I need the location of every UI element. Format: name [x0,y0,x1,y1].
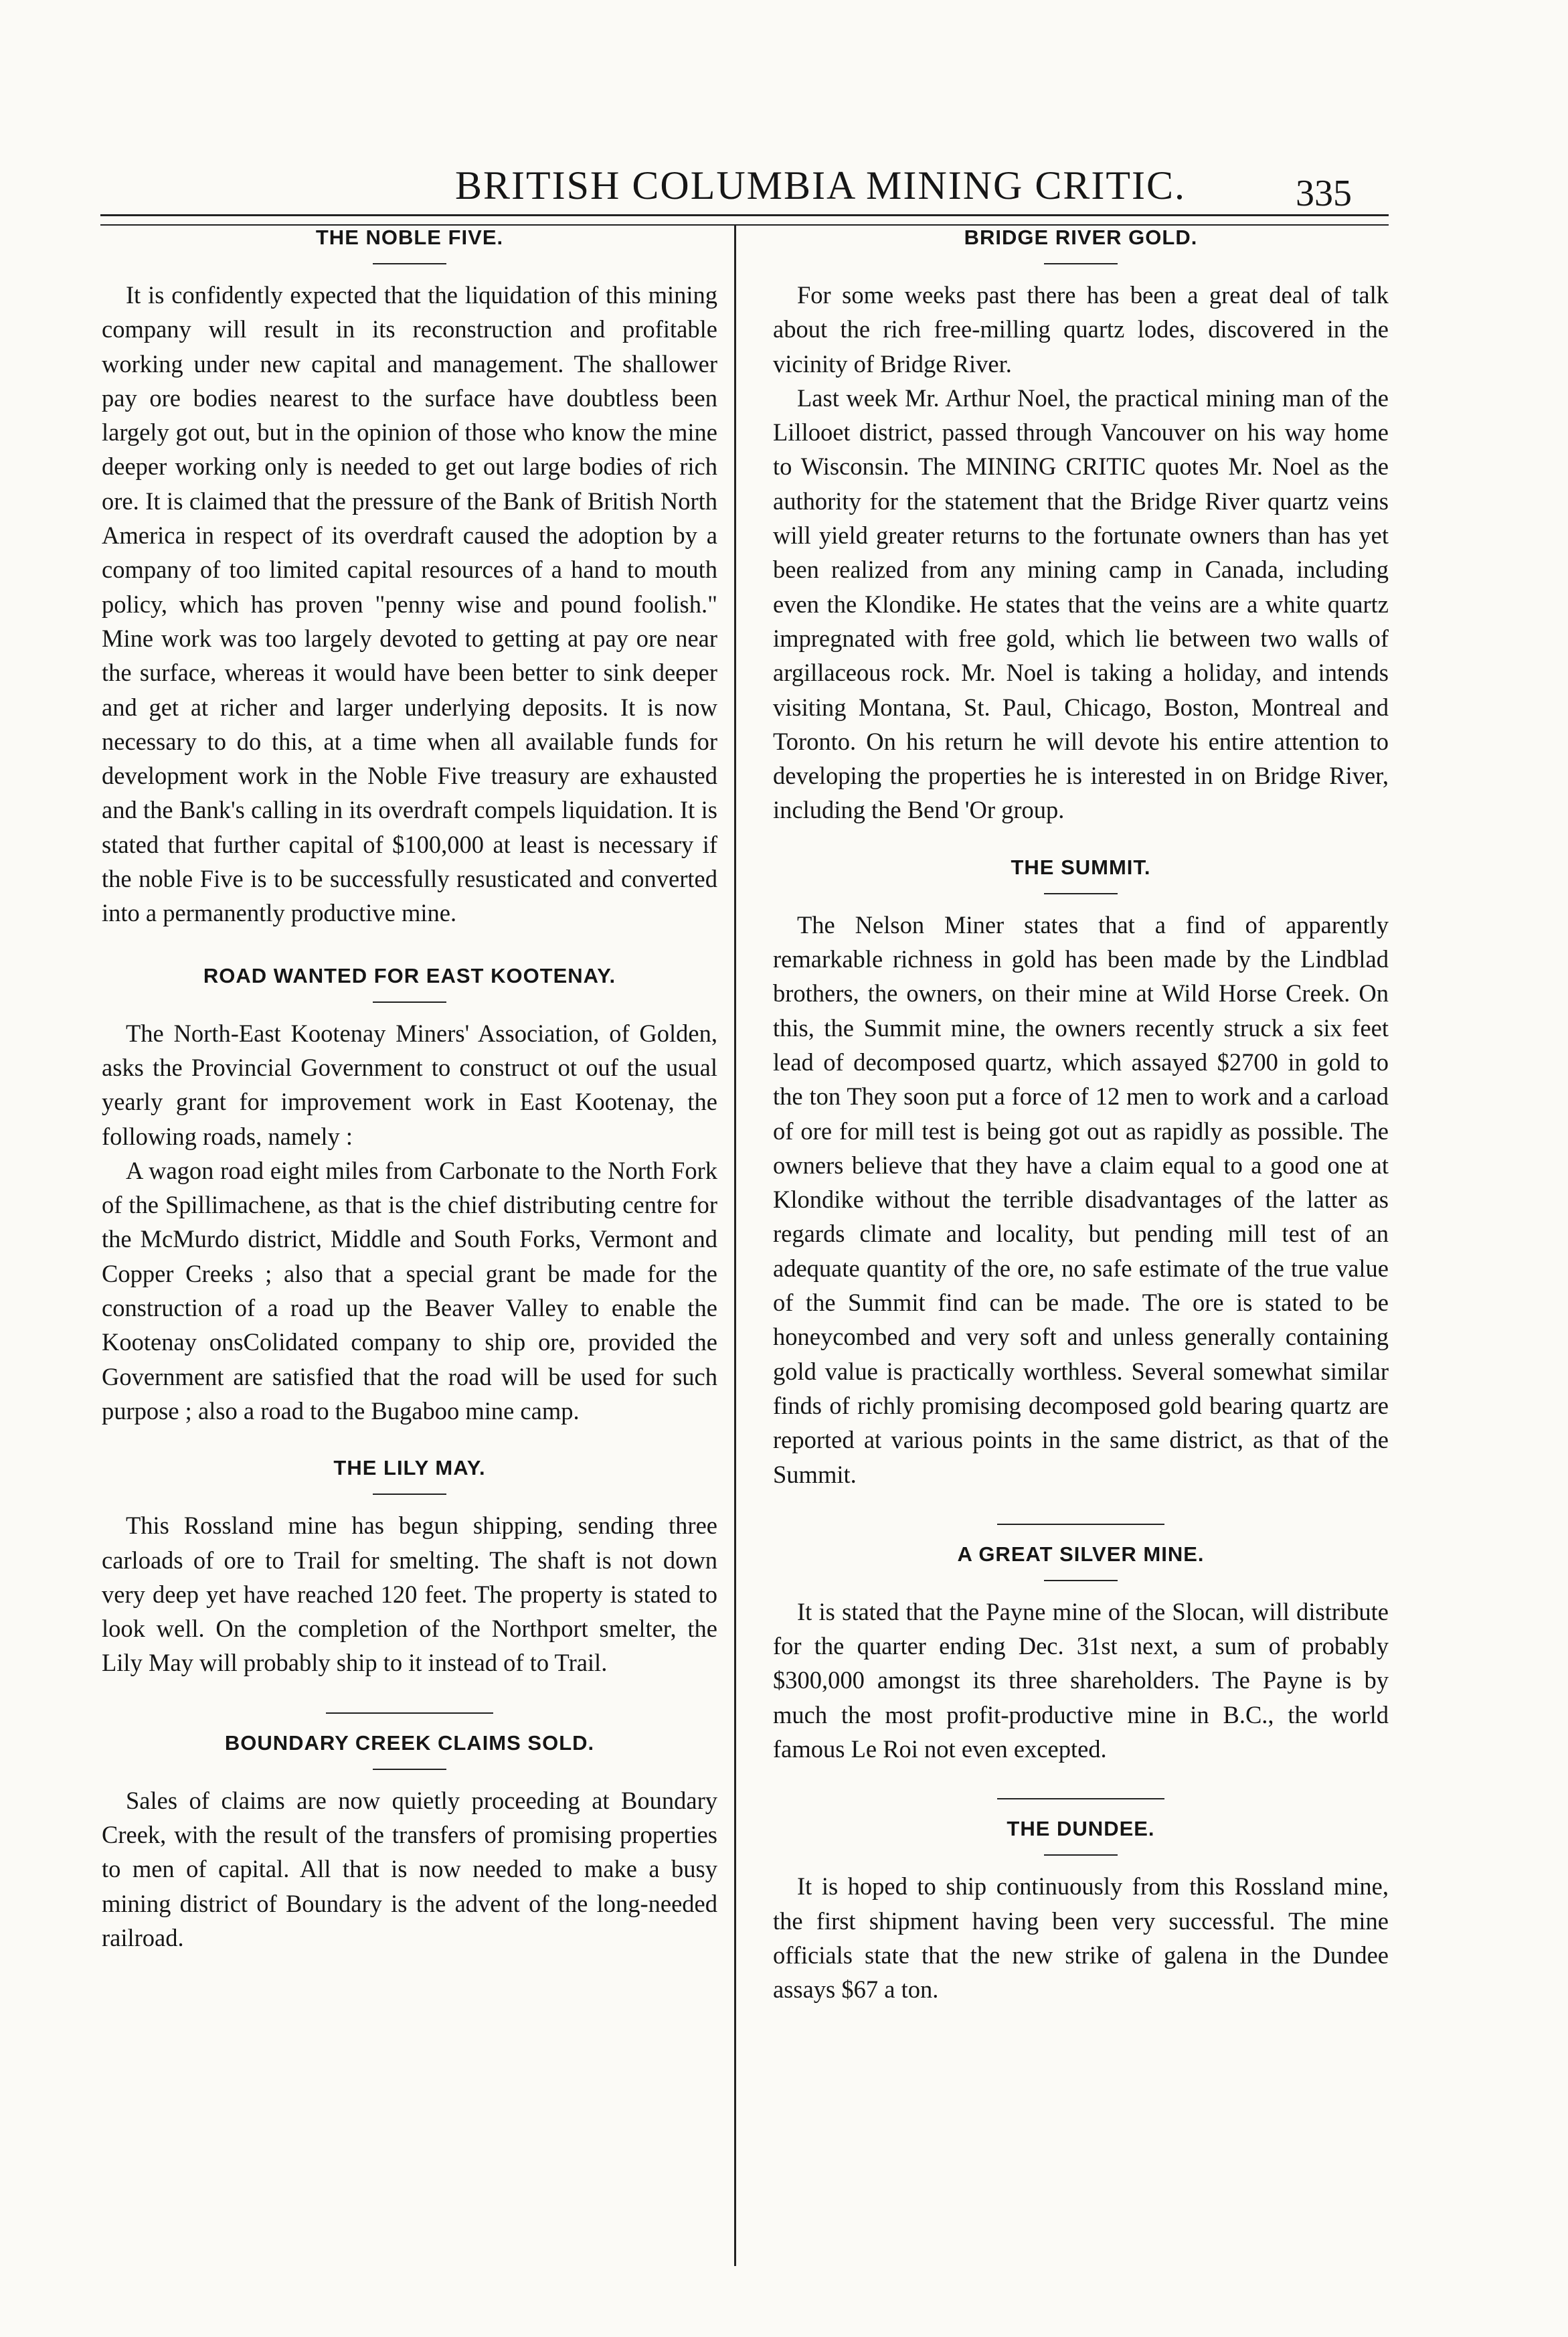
page-number: 335 [1296,173,1352,214]
running-head: BRITISH COLUMBIA MINING CRITIC. [455,163,1187,208]
headline-divider [1044,893,1118,894]
headline-divider [373,263,446,264]
headline-divider [373,1001,446,1003]
section-separator [997,1798,1164,1799]
headline: THE SUMMIT. [1011,855,1151,879]
section-separator [997,1524,1164,1525]
article-boundary-creek [102,1730,717,1955]
column-divider [734,224,736,2266]
paragraph: The North-East Kootenay Miners' Association, of Golden, asks the Provincial Government to construct ot ouf the usual yearly grant for improvement work in East Kootenay, the following roads, namely : [102,1019,717,1150]
headline-divider [1044,1580,1118,1581]
page-header [94,155,1399,216]
article-road-wanted [102,963,717,1429]
headline: THE DUNDEE. [1007,1817,1155,1841]
left-column [102,224,717,1955]
paragraph: Sales of claims are now quietly proceeding at Boundary Creek, with the result of the transfers of promising properties to men of capital. All that is now needed to make a busy mining district of Boundary is the advent of the long-needed railroad. [102,1786,717,1951]
headline-divider [1044,263,1118,264]
paragraph: This Rossland mine has begun shipping, sending three carloads of ore to Trail for smelting. The shaft is not down very deep yet have reached 120 feet. The property is stated to look well. On the completion of the Northport smelter, the Lily May will probably ship to it instead of to Trail. [102,1512,717,1677]
paragraph: It is confidently expected that the liquidation of this mining company will result in its reconstruction and profitable working under new capital and management. The shallower pay ore bodies nearest to the surface have doubtless been largely got out, but in the opinion of those who know the mine deeper working only is needed to get out large bodies of rich ore. It is claimed that the pressure of the Bank of British North America in respect of its overdraft caused the adoption by a company of too limited capital resources of a hand to mouth policy, which has proven "penny wise and pound foolish." Mine work was too largely devoted to getting at pay ore near the surface, whereas it would have been better to sink deeper and get at richer and larger underlying deposits. It is now necessary to do this, at a time when all available funds for development work in the Noble Five treasury are exhausted and the Bank's calling in its overdraft compels liquidation. It is stated that further capital of $100,000 at least is necessary if the noble Five is to be successfully resusticated and converted into a permanently productive mine. [102,281,717,927]
article-summit [773,854,1389,1492]
paragraph: A wagon road eight miles from Carbonate to the North Fork of the Spillimachene, as that is the chief distributing centre for the McMurdo district, Middle and South Forks, Vermont and Copper Creeks ; also that a special grant be made for the construction of a road up the Beaver Valley to enable the Kootenay onsColidated company to ship ore, provided the Government are satisfied that the road will be used for such purpose ; also a road to the Bugaboo mine camp. [102,1156,717,1425]
headline: A GREAT SILVER MINE. [957,1542,1205,1566]
headline-divider [1044,1854,1118,1856]
right-column [773,224,1389,2006]
headline: BOUNDARY CREEK CLAIMS SOLD. [224,1730,595,1755]
paragraph: The Nelson Miner states that a find of apparently remarkable richness in gold has been made by the Lindblad brothers, the owners, on their mine at Wild Horse Creek. On this, the Summit mine, the owners recently struck a six feet lead of decomposed quartz, which assayed $2700 in gold to the ton They soon put a force of 12 men to work and a carload of ore for mill test is being got out as rapidly as possible. The owners believe that they have a claim equal to a good one at Klondike without the terrible disadvantages of the latter as regards climate and locality, but pending mill test of an adequate quantity of the ore, no safe estimate of the true value of the Summit find can be made. The ore is stated to be honeycombed and very soft and unless generally containing gold value is practically worthless. Several somewhat similar finds of richly promising decomposed gold bearing quartz are reported at various points in the same district, as that of the Summit. [773,910,1389,1488]
paragraph: It is stated that the Payne mine of the Slocan, will distribute for the quarter ending Dec. 31st next, a sum of probably $300,000 amongst its three shareholders. The Payne is by much the most profit-productive mine in B.C., the world famous Le Roi not even excepted. [773,1597,1389,1763]
headline-divider [373,1494,446,1495]
paragraph: For some weeks past there has been a great deal of talk about the rich free-milling quartz lodes, discovered in the vicinity of Bridge River. [773,281,1389,378]
paragraph: Last week Mr. Arthur Noel, the practical mining man of the Lillooet district, passed through Vancouver on his way home to Wisconsin. The MINING CRITIC quotes Mr. Noel as the authority for the statement that the Bridge River quartz veins will yield greater returns to the fortunate owners than has yet been realized from any mining camp in Canada, including even the Klondike. He states that the veins are a white quartz impregnated with free gold, which lie between two walls of argillaceous rock. Mr. Noel is taking a holiday, and intends visiting Montana, St. Paul, Chicago, Boston, Montreal and Toronto. On his return he will devote his entire attention to developing the properties he is interested in on Bridge River, including the Bend 'Or group. [773,384,1389,824]
headline: BRIDGE RIVER GOLD. [964,226,1198,249]
section-separator [326,1712,493,1714]
article-bridge-river [773,224,1389,827]
article-lily-may [102,1455,717,1680]
paragraph: It is hoped to ship continuously from this Rossland mine, the first shipment having been very successful. The mine officials state that the new strike of galena in the Dundee assays $67 a ton. [773,1872,1389,2004]
headline: THE NOBLE FIVE. [315,226,504,249]
headline: ROAD WANTED FOR EAST KOOTENAY. [203,963,616,987]
headline-divider [373,1769,446,1770]
article-dundee [773,1816,1389,2006]
article-noble-five [102,224,717,931]
article-great-silver-mine [773,1541,1389,1766]
headline: THE LILY MAY. [333,1456,486,1480]
